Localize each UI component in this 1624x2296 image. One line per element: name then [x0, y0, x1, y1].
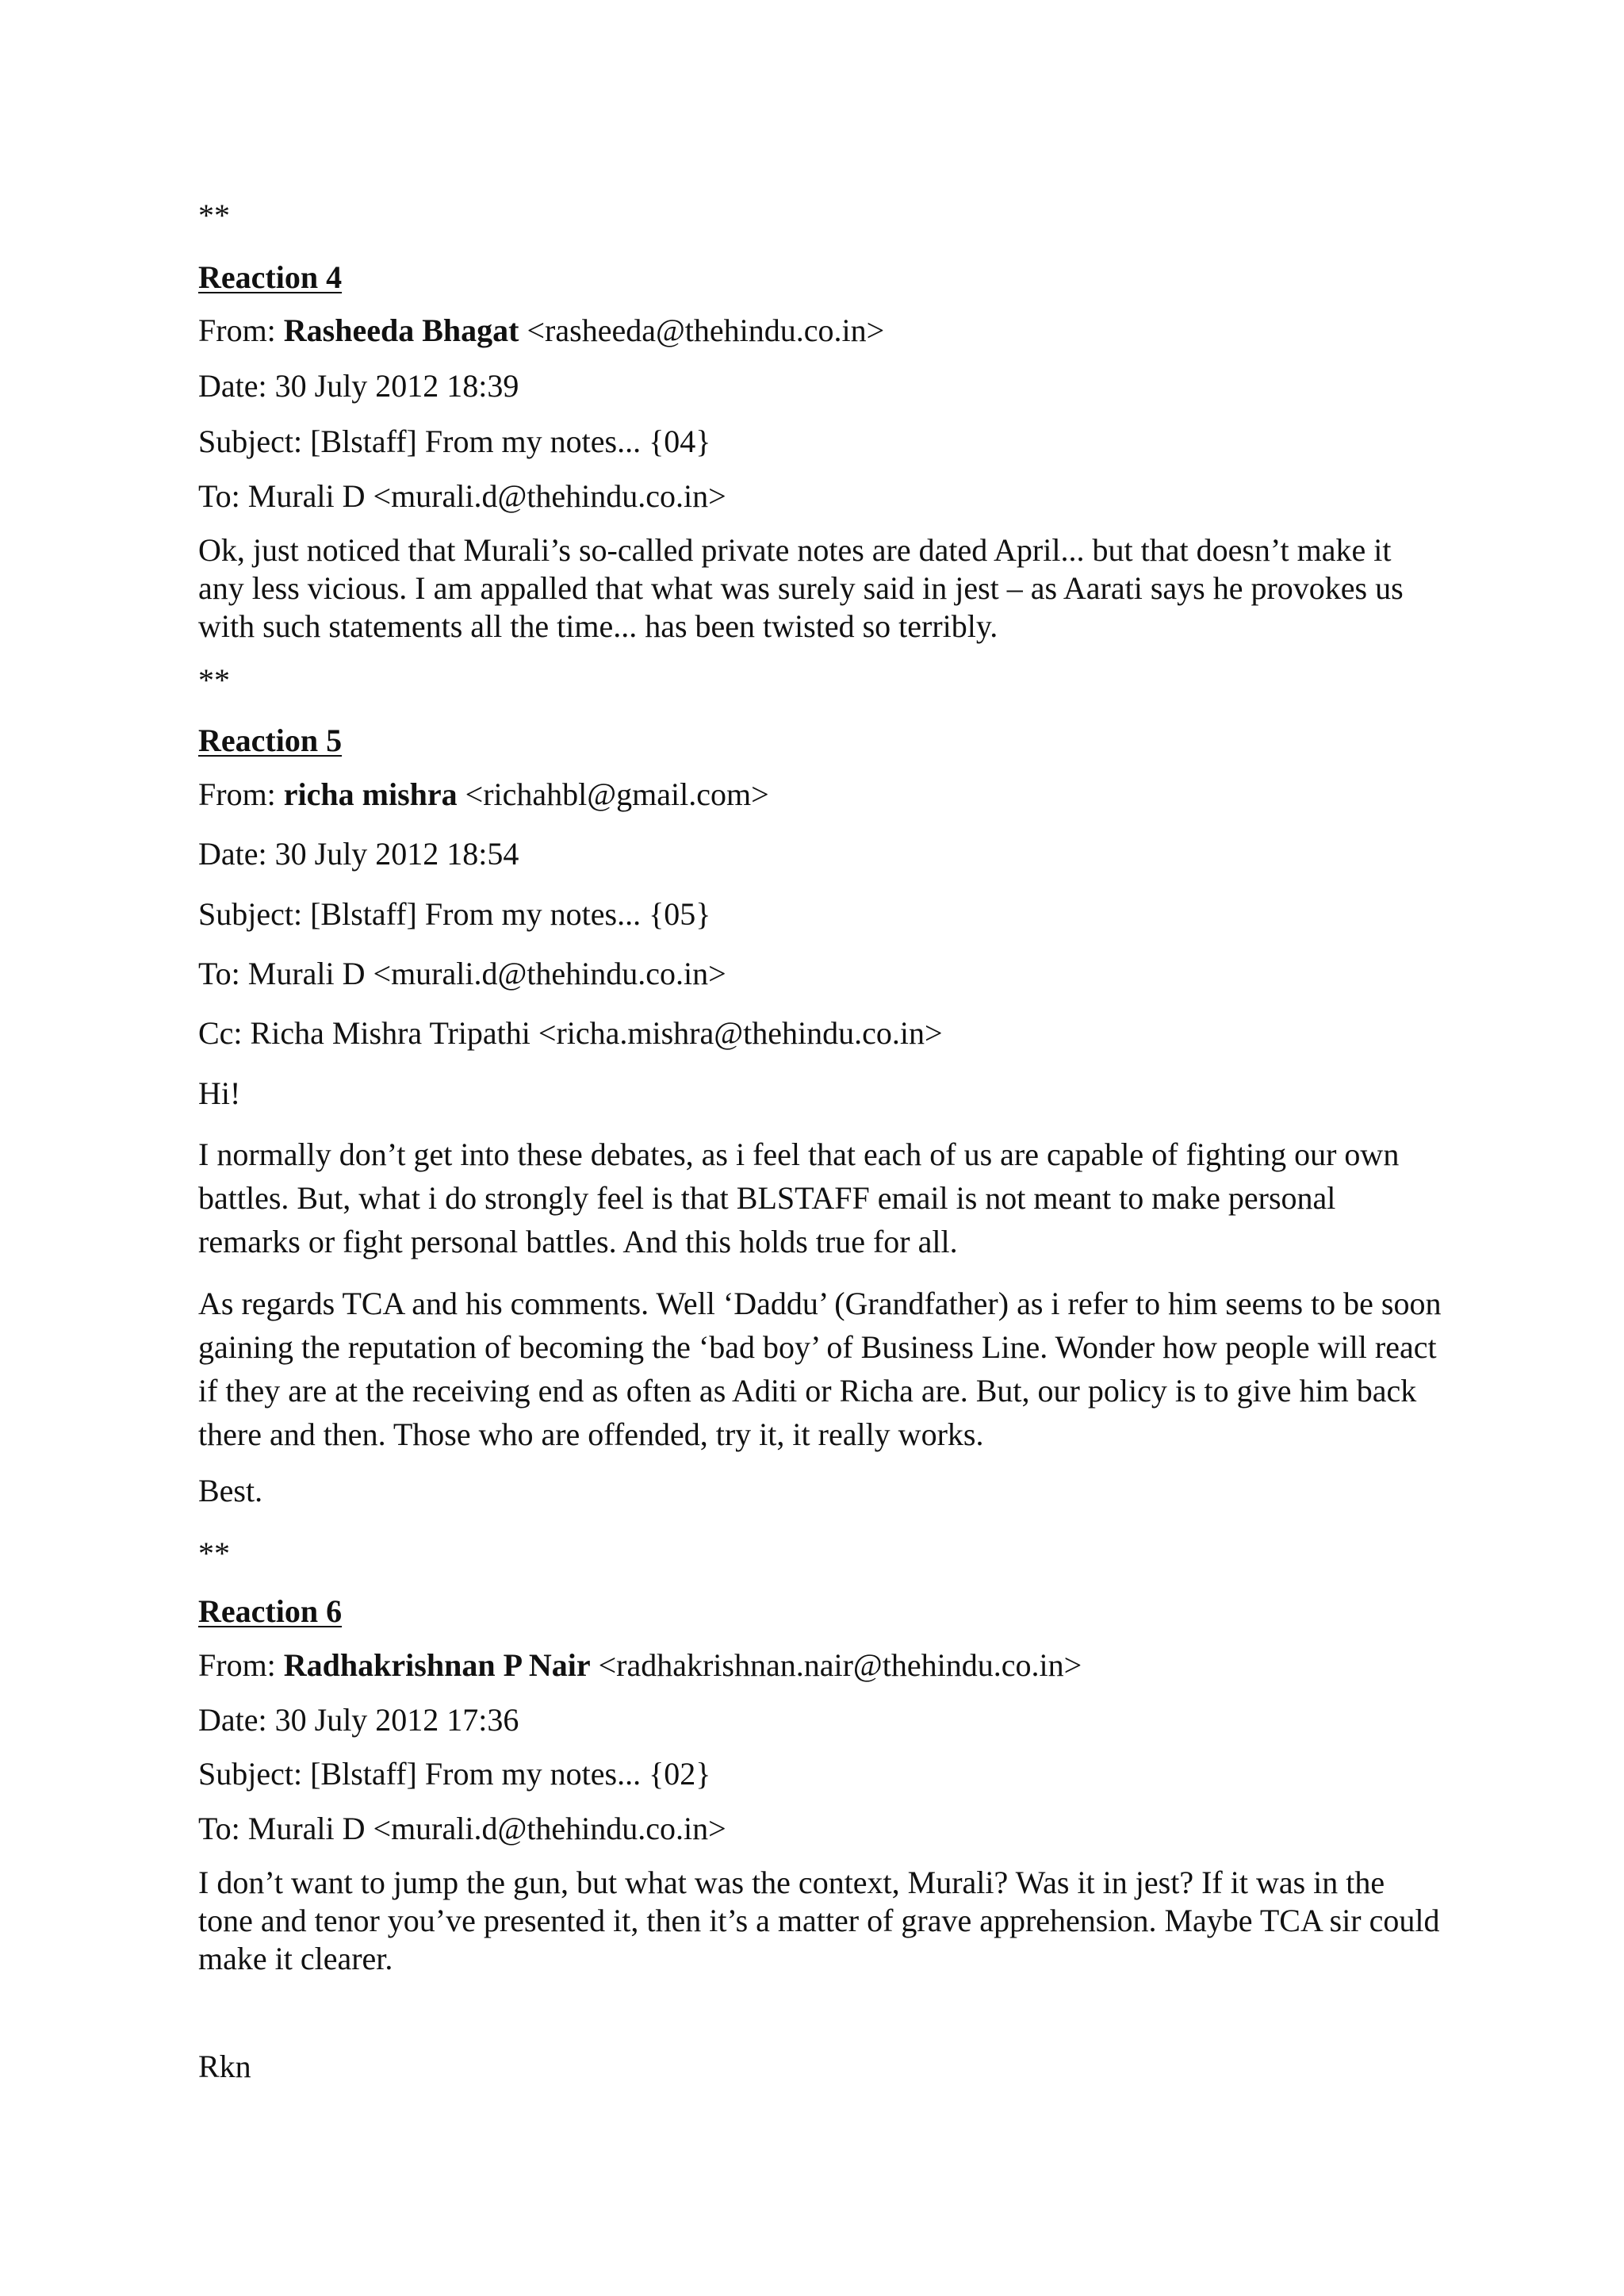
reaction-6-date: Date: 30 July 2012 17:36 [198, 1702, 519, 1738]
reaction-4-body: Ok, just noticed that Murali’s so-called private notes are dated April... but that doesn’t make it any less vicious. I am appalled that what was surely said in jest – as Aarati says he provokes us with such statements all the time... has been twisted so terribly. [198, 532, 1404, 644]
reaction-4-date: Date: 30 July 2012 18:39 [198, 368, 519, 404]
reaction-6-subject: Subject: [Blstaff] From my notes... {02} [198, 1756, 711, 1792]
reaction-4-subject: Subject: [Blstaff] From my notes... {04} [198, 424, 711, 459]
sender-email: <richahbl@gmail.com> [457, 776, 769, 812]
reaction-6-signoff: Rkn [198, 2049, 251, 2084]
reaction-6-heading: Reaction 6 [198, 1593, 343, 1629]
sender-name: Rasheeda Bhagat [283, 312, 519, 348]
reaction-5-greeting: Hi! [198, 1075, 241, 1111]
reaction-5-cc: Cc: Richa Mishra Tripathi <richa.mishra@thehindu.co.in> [198, 1015, 943, 1051]
reaction-5-heading: Reaction 5 [198, 723, 343, 758]
reaction-4-from [198, 312, 884, 350]
reaction-5-to: To: Murali D <murali.d@thehindu.co.in> [198, 956, 726, 991]
reaction-5-subject: Subject: [Blstaff] From my notes... {05} [198, 896, 711, 932]
reaction-5-from [198, 776, 769, 814]
sender-email: <rasheeda@thehindu.co.in> [519, 312, 885, 348]
from-label: From: [198, 1647, 284, 1683]
reaction-6-from [198, 1646, 1082, 1685]
from-label: From: [198, 312, 284, 348]
from-label: From: [198, 776, 284, 812]
reaction-4-to: To: Murali D <murali.d@thehindu.co.in> [198, 478, 726, 514]
reaction-6-body: I don’t want to jump the gun, but what was the context, Murali? Was it in jest? If it was in the tone and tenor you’ve presented it, then it’s a matter of grave apprehension. Maybe TCA sir could make it clearer. [198, 1865, 1440, 1976]
reaction-4-heading: Reaction 4 [198, 259, 343, 295]
reaction-5-signoff: Best. [198, 1473, 263, 1508]
separator: ** [198, 662, 230, 698]
reaction-6-to: To: Murali D <murali.d@thehindu.co.in> [198, 1811, 726, 1846]
reaction-5-body-2: As regards TCA and his comments. Well ‘Daddu’ (Grandfather) as i refer to him seems to be soon gaining the reputation of becoming the ‘bad boy’ of Business Line. Wonder how people will react if they are at the receiving end as often as Aditi or Richa are. But, our policy is to give him back there and then. Those who are offended, try it, it really works. [198, 1286, 1442, 1452]
reaction-5-date: Date: 30 July 2012 18:54 [198, 836, 519, 872]
sender-name: richa mishra [283, 776, 458, 812]
reaction-5-body-1: I normally don’t get into these debates, as i feel that each of us are capable of fighting our own battles. But, what i do strongly feel is that BLSTAFF email is not meant to make personal remarks or fight personal battles. And this holds true for all. [198, 1137, 1400, 1259]
separator: ** [198, 197, 230, 233]
sender-email: <radhakrishnan.nair@thehindu.co.in> [590, 1647, 1082, 1683]
sender-name: Radhakrishnan P Nair [283, 1647, 591, 1683]
separator: ** [198, 1535, 230, 1571]
